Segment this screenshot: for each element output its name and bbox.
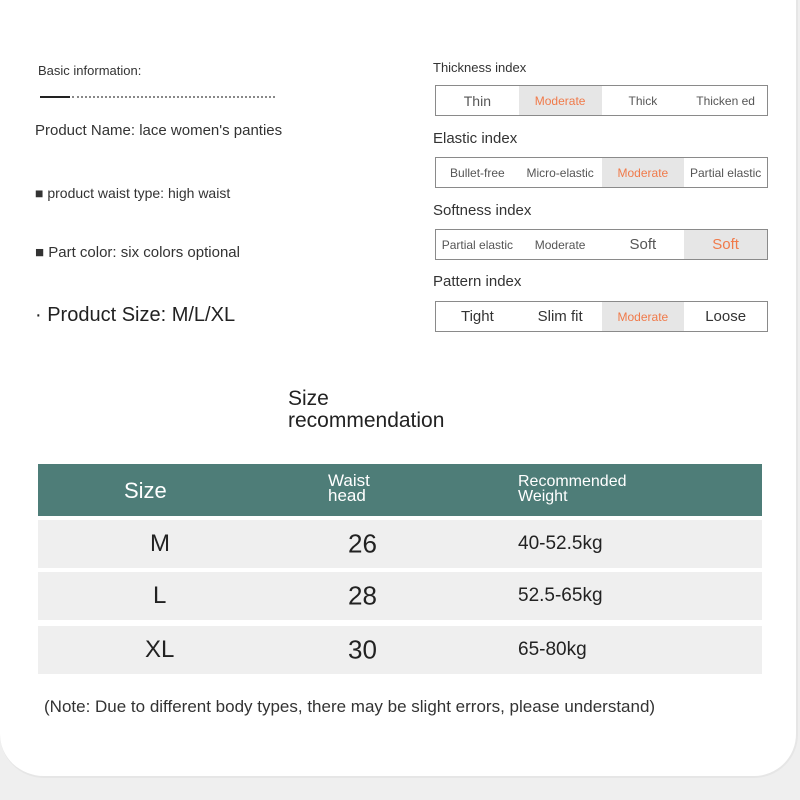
- size-cell: M: [150, 530, 170, 557]
- section-divider: [40, 96, 275, 98]
- header-recommended-weight: Recommended Weight: [518, 473, 627, 505]
- thickness-option: Thin: [463, 92, 491, 109]
- thickness-option: Thick: [628, 93, 658, 108]
- table-row: [38, 520, 762, 568]
- thickness-index-title: Thickness index: [433, 60, 527, 75]
- softness-index-scale: [435, 229, 768, 260]
- pattern-option: Slim fit: [537, 308, 583, 325]
- pattern-option: Loose: [705, 308, 747, 325]
- softness-option: Partial elastic: [441, 237, 514, 252]
- size-table-header: [38, 464, 762, 516]
- weight-cell: 52.5-65kg: [518, 585, 603, 606]
- product-size-text: · Product Size: M/L/XL: [35, 304, 236, 326]
- size-recommendation-title: Size recommendation: [288, 387, 445, 432]
- header-waist-head: Waist head: [328, 471, 370, 505]
- elastic-index-scale: [435, 157, 768, 188]
- weight-cell: 40-52.5kg: [518, 533, 603, 554]
- elastic-option: Bullet-free: [450, 165, 505, 180]
- elastic-option-selected: Moderate: [602, 158, 685, 187]
- elastic-index-title: Elastic index: [433, 130, 518, 147]
- pattern-option-selected: Moderate: [602, 302, 685, 331]
- pattern-index-scale: [435, 301, 768, 332]
- part-color-text: ■ Part color: six colors optional: [35, 244, 240, 261]
- waist-cell: 28: [348, 580, 377, 611]
- thickness-option: Thicken ed: [696, 93, 755, 108]
- size-cell: XL: [145, 636, 175, 663]
- softness-index-title: Softness index: [433, 202, 532, 219]
- weight-cell: 65-80kg: [518, 639, 587, 660]
- waist-type-text: ■ product waist type: high waist: [35, 185, 231, 201]
- product-name-text: Product Name: lace women's panties: [35, 122, 283, 139]
- pattern-index-title: Pattern index: [433, 273, 522, 290]
- thickness-index-scale: [435, 85, 768, 116]
- size-cell: L: [153, 582, 167, 609]
- size-table: [38, 464, 762, 665]
- pattern-option: Tight: [460, 308, 494, 325]
- elastic-option: Micro-elastic: [526, 165, 594, 180]
- basic-information-label: Basic information:: [38, 63, 142, 78]
- table-row: [38, 572, 762, 620]
- softness-option-selected: Soft: [684, 230, 767, 259]
- waist-cell: 30: [348, 634, 377, 665]
- softness-option: Moderate: [534, 237, 586, 252]
- elastic-option: Partial elastic: [689, 165, 762, 180]
- softness-option: Soft: [629, 236, 657, 253]
- fit-note: (Note: Due to different body types, there may be slight errors, please understand): [44, 697, 656, 716]
- waist-cell: 26: [348, 528, 377, 559]
- header-size: Size: [124, 477, 167, 503]
- table-row: [38, 626, 762, 674]
- thickness-option-selected: Moderate: [519, 86, 602, 115]
